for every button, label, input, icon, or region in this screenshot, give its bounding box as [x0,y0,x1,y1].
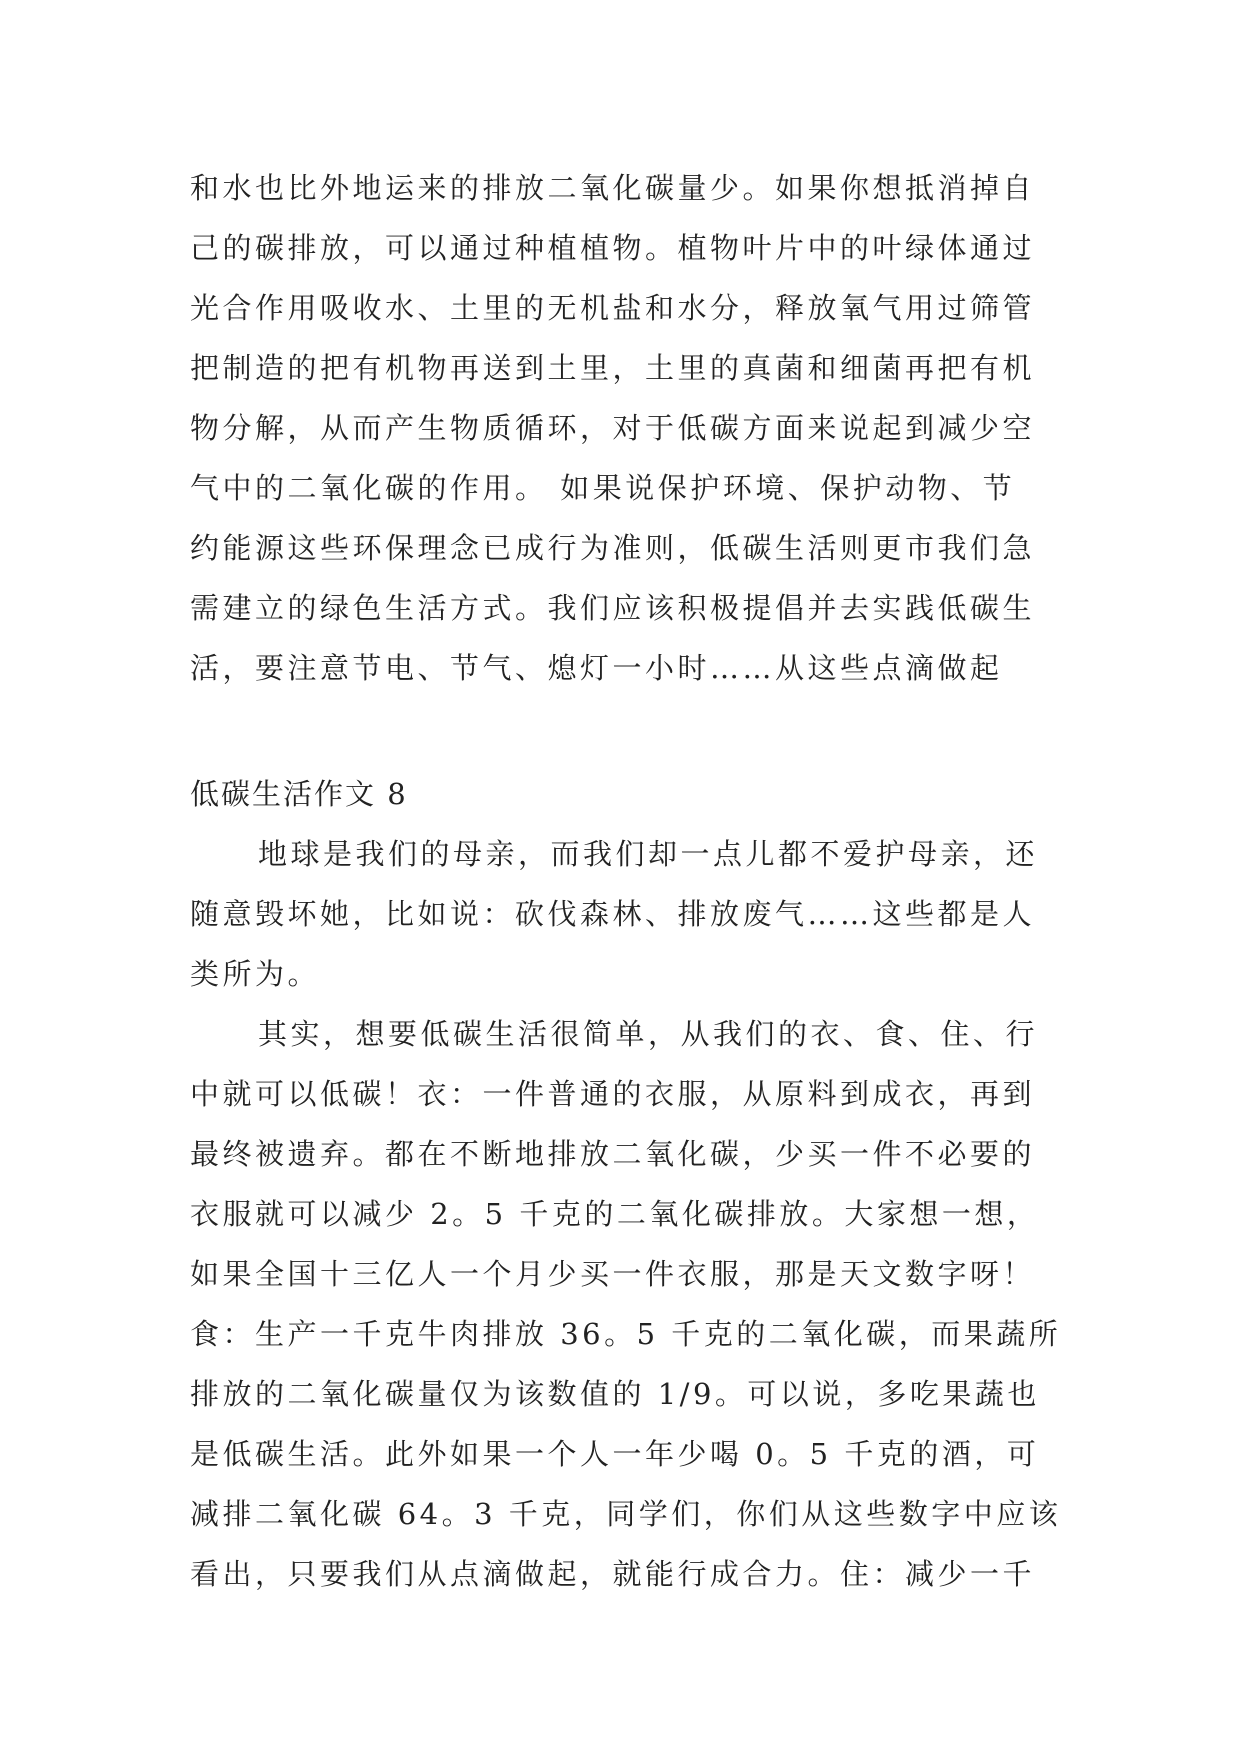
section-spacer [190,698,1060,764]
text-line: 看出，只要我们从点滴做起，就能行成合力。住：减少一千 [190,1557,1036,1591]
text-line: 气中的二氧化碳的作用。 如果说保护环境、保护动物、节 [190,471,1016,505]
text-line: 中就可以低碳！衣：一件普通的衣服，从原料到成衣，再到 [190,1077,1036,1111]
text-line: 其实，想要低碳生活很简单，从我们的衣、食、住、行 [258,1017,1039,1051]
text-line: 和水也比外地运来的排放二氧化碳量少。如果你想抵消掉自 [190,171,1036,205]
text-line: 如果全国十三亿人一个月少买一件衣服，那是天文数字呀！ [190,1257,1036,1291]
text-line: 食：生产一千克牛肉排放 36。5 千克的二氧化碳，而果蔬所 [190,1317,1062,1351]
paragraph-1 [190,824,1060,1004]
text-line: 最终被遗弃。都在不断地排放二氧化碳，少买一件不必要的 [190,1137,1036,1171]
text-line: 己的碳排放，可以通过种植植物。植物叶片中的叶绿体通过 [190,231,1036,265]
text-line: 类所为。 [190,957,321,991]
continuation-paragraph [190,158,1060,698]
text-line: 随意毁坏她，比如说：砍伐森林、排放废气……这些都是人 [190,897,1036,931]
text-line: 减排二氧化碳 64。3 千克，同学们，你们从这些数字中应该 [190,1497,1062,1531]
paragraph-2 [190,1004,1060,1604]
text-line: 排放的二氧化碳量仅为该数值的 1/9。可以说，多吃果蔬也 [190,1377,1040,1411]
text-line: 衣服就可以减少 2。5 千克的二氧化碳排放。大家想一想， [190,1197,1040,1231]
text-line: 约能源这些环保理念已成行为准则，低碳生活则更市我们急 [190,531,1036,565]
text-line: 把制造的把有机物再送到土里，土里的真菌和细菌再把有机 [190,351,1036,385]
text-line: 是低碳生活。此外如果一个人一年少喝 0。5 千克的酒，可 [190,1437,1040,1471]
text-column [190,158,1060,1604]
text-line: 物分解，从而产生物质循环，对于低碳方面来说起到减少空 [190,411,1036,445]
text-line: 地球是我们的母亲，而我们却一点儿都不爱护母亲，还 [258,837,1039,871]
text-line: 活，要注意节电、节气、熄灯一小时……从这些点滴做起 [190,651,1003,685]
text-line: 需建立的绿色生活方式。我们应该积极提倡并去实践低碳生 [190,591,1036,625]
text-line: 光合作用吸收水、土里的无机盐和水分，释放氧气用过筛管 [190,291,1036,325]
section-title: 低碳生活作文 8 [190,777,408,811]
